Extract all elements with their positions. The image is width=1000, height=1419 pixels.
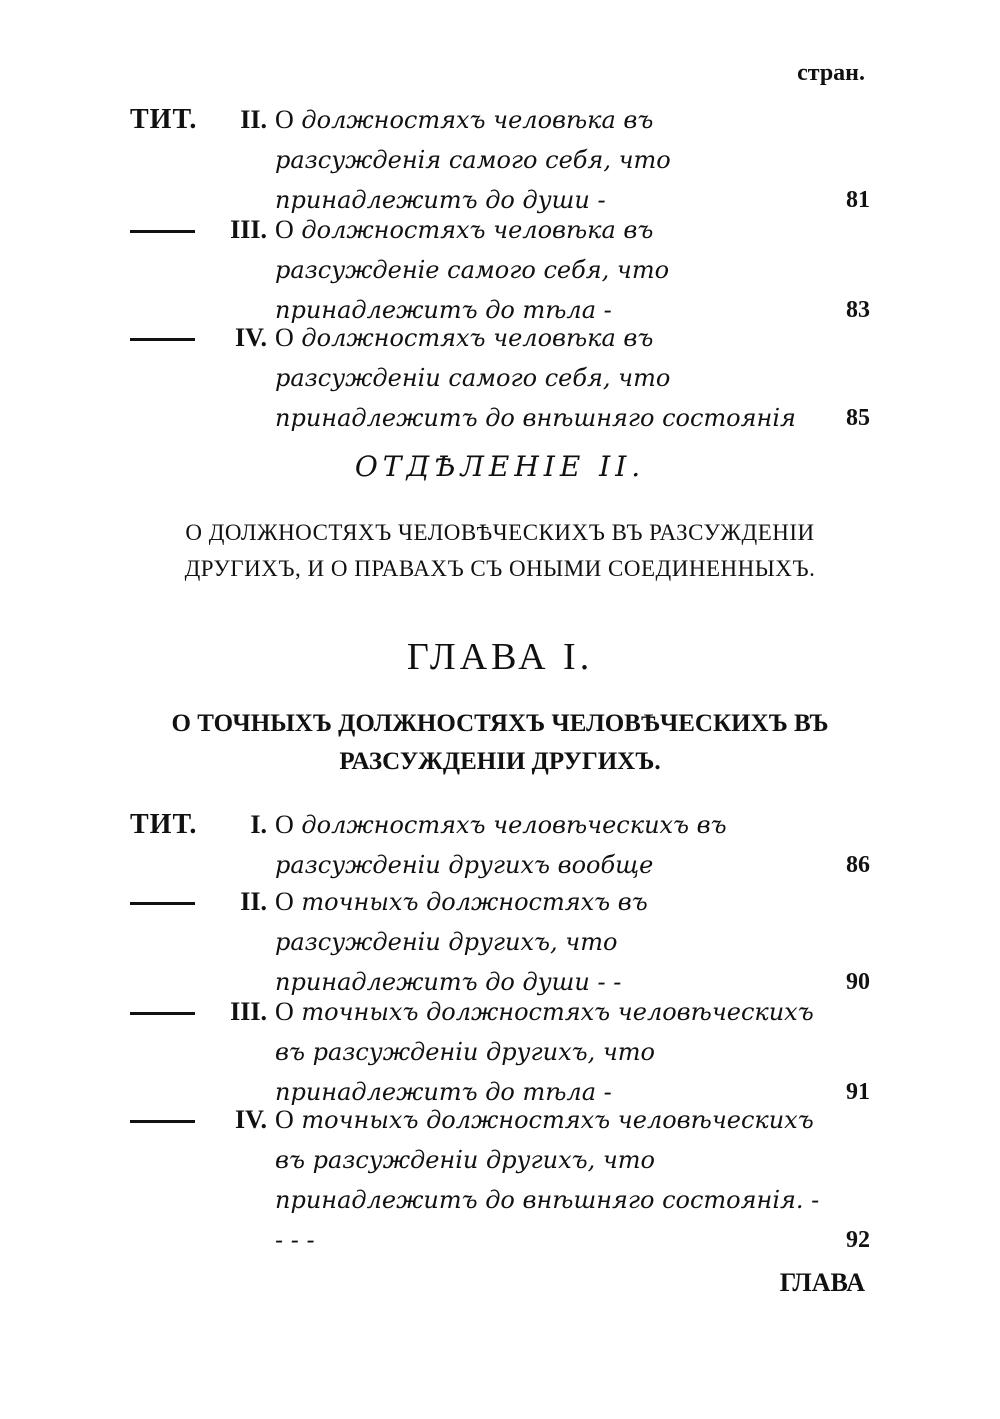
entry-filler: - - - - <box>275 1186 820 1254</box>
toc-entry <box>130 210 870 330</box>
entry-lead: ТИТ. <box>130 104 198 135</box>
entry-roman: I. <box>250 810 267 839</box>
entry-o: О <box>275 215 294 244</box>
entry-dash <box>130 230 195 233</box>
toc-entry <box>130 318 870 438</box>
entry-text <box>275 1100 820 1260</box>
entry-roman: III. <box>230 997 267 1026</box>
entry-page: 92 <box>846 1227 870 1253</box>
entry-body: точныхъ должностяхъ человѣческихъ въ разсужденіи другихъ, что принадлежитъ до тѣла <box>275 998 814 1106</box>
entry-body: должностяхъ человѣка въ разсужденіе самого себя, что принадлежитъ до тѣла <box>275 216 670 324</box>
entry-o: О <box>275 105 294 134</box>
toc-entry <box>130 100 870 220</box>
entry-page: 86 <box>846 852 870 878</box>
entry-body: должностяхъ человѣка въ разсужденія самого себя, что принадлежитъ до души <box>275 106 671 214</box>
entry-text <box>275 882 820 1002</box>
entry-text <box>275 100 820 220</box>
entry-dash <box>130 1120 195 1123</box>
toc-entry <box>130 882 870 1002</box>
entry-roman: II. <box>240 887 267 916</box>
toc-entry <box>130 992 870 1112</box>
entry-dash <box>130 1012 195 1015</box>
entry-body: точныхъ должностяхъ въ разсужденіи другихъ, что принадлежитъ до души <box>275 888 648 996</box>
entry-text <box>275 805 820 885</box>
page-column-label: стран. <box>797 60 865 86</box>
entry-page: 90 <box>846 969 870 995</box>
catchword: ГЛАВА <box>779 1268 865 1297</box>
entry-text <box>275 210 820 330</box>
entry-body: должностяхъ человѣка въ разсужденіи самого себя, что принадлежитъ до внѣшняго состоянія <box>275 324 796 432</box>
entry-body: точныхъ должностяхъ человѣческихъ въ разсужденіи другихъ, что принадлежитъ до внѣшняго состоянія. <box>275 1106 814 1214</box>
toc-entry <box>130 1100 870 1260</box>
entry-roman: III. <box>230 215 267 244</box>
entry-roman: II. <box>240 105 267 134</box>
entry-o: О <box>275 810 294 839</box>
section-title: ОТДѢЛЕНІЕ II. <box>354 450 646 483</box>
entry-roman: IV. <box>234 323 267 352</box>
entry-o: О <box>275 1105 294 1134</box>
entry-page: 83 <box>846 297 870 323</box>
entry-filler: - <box>597 186 606 214</box>
entry-o: О <box>275 887 294 916</box>
entry-text <box>275 318 820 438</box>
entry-filler: - - <box>597 968 622 996</box>
entry-page: 85 <box>846 405 870 431</box>
entry-dash <box>130 338 195 341</box>
entry-filler: - <box>603 296 612 324</box>
toc-entry <box>130 805 870 885</box>
entry-lead: ТИТ. <box>130 809 198 840</box>
section-description: О ДОЛЖНОСТЯХЪ ЧЕЛОВѢЧЕСКИХЪ ВЪ РАЗСУЖДЕНІИ ДРУГИХЪ, И О ПРАВАХЪ СЪ ОНЫМИ СОЕДИНЕННЫХЪ. <box>184 520 816 581</box>
entry-page: 91 <box>846 1079 870 1105</box>
entry-o: О <box>275 997 294 1026</box>
chapter-title: ГЛАВА I. <box>406 636 594 678</box>
entry-dash <box>130 902 195 905</box>
entry-filler: - <box>603 1078 612 1106</box>
entry-o: О <box>275 323 294 352</box>
entry-roman: IV. <box>234 1105 267 1134</box>
chapter-description: О ТОЧНЫХЪ ДОЛЖНОСТЯХЪ ЧЕЛОВѢЧЕСКИХЪ ВЪ РАЗСУЖДЕНІИ ДРУГИХЪ. <box>171 710 829 775</box>
entry-page: 81 <box>846 187 870 213</box>
entry-body: должностяхъ человѣческихъ въ разсужденіи другихъ вообще <box>275 811 727 879</box>
entry-text <box>275 992 820 1112</box>
